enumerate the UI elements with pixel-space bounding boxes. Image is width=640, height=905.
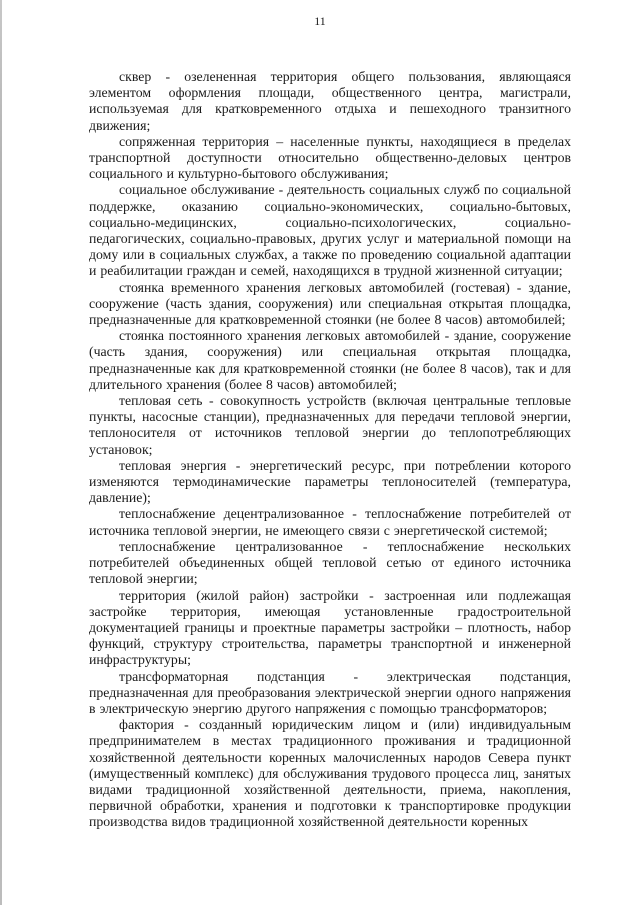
definition-paragraph: тепловая сеть - совокупность устройств (включая центральные тепловые пункты, насосные станции), предназначенных для передачи тепловой энергии, теплоносителя от источников тепловой энергии до теплопотребляющих установок;: [89, 393, 571, 457]
page-body: [89, 69, 571, 831]
definition-paragraph: сопряженная территория – населенные пункты, находящиеся в пределах транспортной доступности относительно общественно-деловых центров социального и культурно-бытового обслуживания;: [89, 133, 571, 182]
definition-paragraph: теплоснабжение децентрализованное - теплоснабжение потребителей от источника тепловой энергии, не имеющего связи с энергетической системой;: [89, 506, 571, 538]
definition-paragraph: тепловая энергия - энергетический ресурс, при потреблении которого изменяются термодинамические параметры теплоносителей (температура, давление);: [89, 457, 571, 506]
definition-paragraph: социальное обслуживание - деятельность социальных служб по социальной поддержке, оказанию социально-экономических, социально-бытовых, социально-медицинских, социально-психологических, социально-педагогических, социально-правовых, других услуг и материальной помощи на дому или в социальных службах, а также по проведению социальной адаптации и реабилитации граждан и семей, находящихся в трудной жизненной ситуации;: [89, 182, 571, 279]
definition-paragraph: территория (жилой район) застройки - застроенная или подлежащая застройке территория, имеющая установленные градостроительной документацией границы и проектные параметры застройки – плотность, набор функций, структуру строительства, параметры транспортной и инженерной инфраструктуры;: [89, 587, 571, 668]
definition-paragraph: стоянка временного хранения легковых автомобилей (гостевая) - здание, сооружение (часть здания, сооружения) или специальная открытая площадка, предназначенные для кратковременной стоянки (не более 8 часов) автомобилей;: [89, 279, 571, 328]
definition-paragraph: теплоснабжение централизованное - теплоснабжение нескольких потребителей объединенных общей тепловой сетью от единого источника тепловой энергии;: [89, 538, 571, 587]
definition-paragraph: трансформаторная подстанция - электрическая подстанция, предназначенная для преобразования электрической энергии одного напряжения в электрическую энергию другого напряжения с помощью трансформаторов;: [89, 668, 571, 716]
page-number: 11: [314, 14, 326, 28]
definition-paragraph: стоянка постоянного хранения легковых автомобилей - здание, сооружение (часть здания, сооружения) или специальная открытая площадка, предназначенные как для кратковременной стоянки (не более 8 часов), так и для длительного хранения (более 8 часов) автомобилей;: [89, 328, 571, 392]
definition-paragraph: фактория - созданный юридическим лицом и (или) индивидуальным предпринимателем в местах традиционного проживания и традиционной хозяйственной деятельности коренных малочисленных народов Севера пункт (имущественный комплекс) для обслуживания трудового процесса лиц, занятых видами традиционной хозяйственной деятельности, приема, накопления, первичной обработки, хранения и подготовки к транспортировке продукции производства видов традиционной хозяйственной деятельности коренных: [89, 717, 571, 830]
definition-paragraph: сквер - озелененная территория общего пользования, являющаяся элементом оформления площади, общественного центра, магистрали, используемая для кратковременного отдыха и пешеходного транзитного движения;: [89, 69, 571, 133]
scan-edge-shadow: [0, 0, 2, 905]
